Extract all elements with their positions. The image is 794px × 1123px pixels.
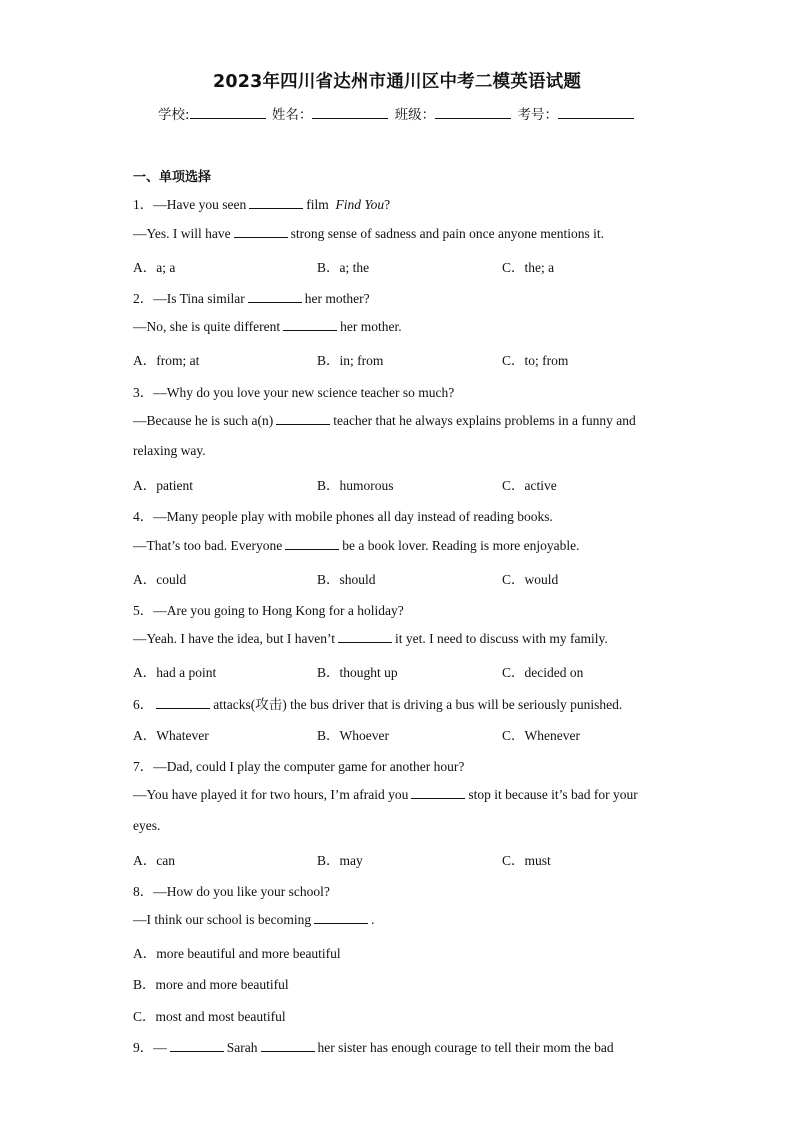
- question-text: teacher that he always explains problems in a funny and: [333, 413, 636, 428]
- option-b[interactable]: B．may: [317, 853, 363, 868]
- question-number: 1．: [133, 197, 154, 212]
- answer-blank: [314, 911, 368, 924]
- name-label: 姓名：: [271, 107, 313, 123]
- question-text: stop it because it’s bad for your: [468, 787, 638, 802]
- question-text: —Yes. I will have: [133, 226, 231, 241]
- option-a[interactable]: A．more beautiful and more beautiful: [133, 946, 341, 961]
- question-text: —Have you seen: [153, 197, 247, 212]
- question-text: her sister has enough courage to tell their mom the bad: [317, 1040, 614, 1055]
- question-number: 5．: [133, 603, 154, 618]
- question-number: 9．: [133, 1040, 154, 1055]
- question-2-reply: [133, 318, 402, 335]
- question-5: [133, 599, 404, 619]
- question-6: [133, 693, 622, 713]
- question-text: —No, she is quite different: [133, 319, 281, 334]
- answer-blank: [283, 318, 337, 331]
- question-text: —Many people play with mobile phones all day instead of reading books.: [153, 509, 553, 524]
- question-5-reply: [133, 630, 608, 647]
- option-c[interactable]: C．the; a: [502, 260, 555, 275]
- option-a[interactable]: A．Whatever: [133, 728, 209, 743]
- answer-blank: [411, 786, 465, 799]
- question-number: 2．: [133, 291, 154, 306]
- question-7: [133, 755, 464, 775]
- question-text: —Dad, could I play the computer game for another hour?: [153, 759, 465, 774]
- question-text: it yet. I need to discuss with my family.: [394, 631, 608, 646]
- question-text: —Why do you love your new science teacher so much?: [153, 385, 455, 400]
- question-text: her mother.: [340, 319, 402, 334]
- question-8: [133, 880, 330, 900]
- question-7-reply: [133, 786, 638, 803]
- option-b[interactable]: B．humorous: [317, 478, 394, 493]
- question-number: 6．: [133, 697, 154, 712]
- question-text: .: [371, 912, 375, 927]
- question-4: [133, 505, 553, 525]
- option-c[interactable]: C．to; from: [502, 353, 569, 368]
- film-title: Find You: [335, 197, 385, 212]
- question-8-reply: [133, 911, 374, 928]
- question-number: 4．: [133, 509, 154, 524]
- question-text: film: [306, 197, 329, 212]
- option-b[interactable]: B．should: [317, 572, 376, 587]
- class-blank[interactable]: [435, 106, 511, 119]
- question-3: [133, 381, 454, 401]
- question-text: Sarah: [226, 1040, 258, 1055]
- number-blank[interactable]: [558, 106, 634, 119]
- question-text: —How do you like your school?: [153, 884, 330, 899]
- question-text: —I think our school is becoming: [133, 912, 312, 927]
- option-b[interactable]: B．more and more beautiful: [133, 977, 289, 992]
- question-3-reply: [133, 412, 636, 429]
- option-a[interactable]: A．had a point: [133, 665, 217, 680]
- student-info-line: [0, 103, 794, 123]
- question-number: 3．: [133, 385, 154, 400]
- school-blank[interactable]: [190, 106, 266, 119]
- option-c[interactable]: C．must: [502, 853, 551, 868]
- option-b[interactable]: B．thought up: [317, 665, 398, 680]
- option-b[interactable]: B．in; from: [317, 353, 384, 368]
- option-c[interactable]: C．decided on: [502, 665, 584, 680]
- question-1: [133, 193, 390, 213]
- question-text: strong sense of sadness and pain once anyone mentions it.: [290, 226, 605, 241]
- question-text: —Yeah. I have the idea, but I haven’t: [133, 631, 335, 646]
- question-7-reply-cont: eyes.: [133, 818, 161, 833]
- number-label: 考号：: [517, 107, 558, 123]
- answer-blank: [156, 696, 210, 709]
- question-text: —You have played it for two hours, I’m afraid you: [133, 787, 409, 802]
- question-2: [133, 287, 370, 307]
- school-label: 学校:: [158, 107, 190, 123]
- answer-blank: [276, 412, 330, 425]
- answer-blank: [338, 630, 392, 643]
- option-a[interactable]: A．a; a: [133, 260, 176, 275]
- option-c[interactable]: C．most and most beautiful: [133, 1009, 286, 1024]
- option-c[interactable]: C．Whenever: [502, 728, 580, 743]
- question-4-reply: [133, 537, 580, 554]
- question-text: be a book lover. Reading is more enjoyable.: [342, 538, 580, 553]
- answer-blank: [170, 1039, 224, 1052]
- option-a[interactable]: A．from; at: [133, 353, 200, 368]
- page-title: 2023年四川省达州市通川区中考二模英语试题: [212, 72, 582, 92]
- question-number: 7．: [133, 759, 154, 774]
- question-text: —Are you going to Hong Kong for a holiday?: [153, 603, 404, 618]
- question-3-reply-cont: relaxing way.: [133, 443, 206, 458]
- answer-blank: [234, 225, 288, 238]
- option-c[interactable]: C．active: [502, 478, 557, 493]
- answer-blank: [249, 196, 303, 209]
- question-text: ?: [384, 197, 391, 212]
- section-heading: 一、单项选择: [133, 170, 212, 185]
- question-text: attacks(攻击) the bus driver that is driving a bus will be seriously punished.: [213, 697, 623, 712]
- question-9: [133, 1036, 614, 1056]
- class-label: 班级：: [394, 107, 436, 123]
- question-text: —Because he is such a(n): [133, 413, 274, 428]
- question-text: —That’s too bad. Everyone: [133, 538, 283, 553]
- question-number: 8．: [133, 884, 154, 899]
- answer-blank: [285, 537, 339, 550]
- option-a[interactable]: A．patient: [133, 478, 193, 493]
- option-b[interactable]: B．Whoever: [317, 728, 389, 743]
- option-c[interactable]: C．would: [502, 572, 559, 587]
- option-b[interactable]: B．a; the: [317, 260, 370, 275]
- question-1-reply: [133, 225, 604, 242]
- answer-blank: [261, 1039, 315, 1052]
- option-a[interactable]: A．could: [133, 572, 187, 587]
- answer-blank: [248, 290, 302, 303]
- question-text: —: [153, 1040, 167, 1055]
- question-text: —Is Tina similar: [153, 291, 245, 306]
- question-text: her mother?: [304, 291, 370, 306]
- name-blank[interactable]: [312, 106, 388, 119]
- option-a[interactable]: A．can: [133, 853, 175, 868]
